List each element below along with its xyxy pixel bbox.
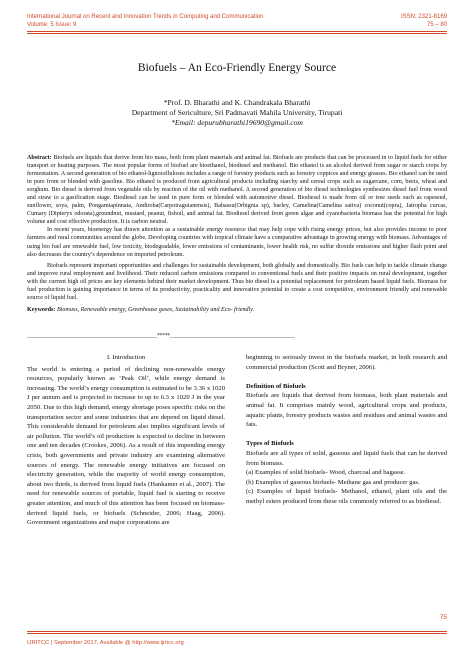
types-item-b: (b) Examples of gaseous biofuels- Methane gas and producer gas. [246,478,420,486]
page-number: 75 [439,614,447,621]
footer-citation: IJRITCC | September 2017, Available @ http://www.ijritcc.org [27,640,184,646]
definition-text: Biofuels are liquids that derived from biomass, both plant materials and animal fat. It comprises mainly wood, agricultural crops and products, aquatic plants, forestry products wastes and residues and animal wastes and fats. [246,392,447,429]
abstract [27,154,447,314]
abstract-paragraph-2: In recent years, bioenergy has drawn attention as a sustainable energy resource that may help cope with rising energy prices, but also provides income to poor farmers and rural communities around the globe. Developing countries with tropical climate have a comparative advantage in growing energy with biomass. Advantages of using bio fuel are renewable fuel, low toxicity, biodegradable, lower emissions of contaminants, lower health risk, no sulfur dioxide emissions and higher flash point and also decreases the country’s dependence on imported petroleum. [27,227,447,258]
introduction-heading: I. Introduction [106,354,146,361]
types-item-c: (c) Examples of liquid biofuels- Methanol, ethanol, plant oils and the methyl esters produced from these oils commonly referred to as biodiesel. [246,488,447,505]
journal-issn: ISSN: 2321-8169 [400,14,447,20]
types-item-a: (a) Examples of solid biofuels- Wood, charcoal and bagasse. [246,469,406,477]
left-column [27,353,225,528]
section-divider: __________________________________________________*****________________________________________________ [27,333,295,339]
author-block [0,98,474,128]
journal-volume: Volume: 5 Issue: 9 [27,21,77,28]
author-email: *Email: depurubharathi19690@gmail.com [171,118,303,127]
header-rule [27,31,447,32]
types-intro: Biofuels are all types of solid, gaseous and liquid fuels that can be derived from biomass. [246,449,447,467]
keywords-text: Biomass, Renewable energy, Greenhouse gases, Sustainability and Eco- friendly. [55,306,255,313]
header-rule-second [27,33,447,34]
abstract-label: Abstract: [27,155,52,161]
abstract-paragraph-1 [27,154,447,226]
types-heading: Types of Biofuels [246,440,294,448]
paper-title: Biofuels – An Eco-Friendly Energy Source [137,62,337,74]
introduction-paragraph: The world is entering a period of declining non-renewable energy resources, popularly known as ‘Peak Oil’, while energy demand is increasing. The world’s energy consumption is estimated to be 3.36 x 1020 J per annum and is projected to increase to up to 6.3 x 1020 J in the year 2050. Due to this high demand, energy shortage poses specific risks on the transportation sector and some industries that are depend on liquid diesel. This considerable demand for petroleum also implies significant levels of air pollution. The world’s oil production is expected to decline in between one and ten decades (Crookes, 2006). As a result of this impending energy crisis, both governments and private industry are examining alternative sources of energy. The renewable energy initiatives are focused on electricity generation, while the majority of world energy consumption, about two thirds, is derived from liquid fuels (Hankamer et al., 2007). The need for renewable sources of portable, liquid fuel is starting to receive greater attention, and much of this attention has been focused on biomass-derived liquid fuels, or biofuels (Schneider, 2006; Haag, 2006). Government organizations and major corporations are [27,365,225,527]
page-range: 75 – 80 [426,21,447,28]
definition-heading: Definition of Biofuels [246,382,306,390]
right-column [246,353,447,507]
keywords [27,306,447,314]
footer-rule-second [27,633,447,634]
keywords-label: Keywords: [27,306,56,313]
abstract-text-1: Biofuels are liquids that derive from bio mass, both from plant materials and animal fat. Biofuels are products that can be processed in to liquid fuels for either transport or heating purposes. The most popular forms of biofuel are bioethanol, biodiesel and methanol. Bio ethanol is an alcohol derived from sugar or starch crops by fermentation. A second generation of bio ethanol-lignocelluloses includes a range of forestry products such as forestry coppices and energy grasses. Bio ethanol can be used in pure from or blended with gasoline. Bio ethanol is produced from agricultural products including starchy and cereal crops such as sugarcane, corn, beets, wheat and sorghum. Bio diesel is derived from vegetable oils by reaction of the oil with methanol. A second generation of bio diesel technologies synthesizes diesel fuel from wood and straw to a gasification stage. Biodiesel can be used in pure form or blended with automotive diesel. Biodiesel is made from oil or tree seeds such as rapeseed, sunflower, soya, palm, Pongamiapinnata, Andiroba(Carpoiraguianensis), Babassu(Orbignia sp), barley, Camelina(Camelina sativa) coconut(copra), Jatropha curcas, Cumary (Dipteryx odorata),groundnut, mustard, peanut, fishoil, and animal fat. Biodiesel derived from green algae and cyanobacteria biomass has the potential for high volume and cost effective production. It is carbon neutral. [27,155,447,226]
footer-rule [27,631,447,632]
journal-name: International Journal on Recent and Innovation Trends in Computing and Communication [27,14,264,20]
introduction-continuation: beginning to seriously invest in the biofuels market, in both research and commercial production (Scott and Bryner, 2006). [246,354,447,371]
author-affiliation: Department of Sericulture, Sri Padmavati Mahila University, Tirupati [131,108,343,117]
abstract-paragraph-3: Biofuels represent important opportunities and challenges for sustainable development, both globally and domestically. Bio fuels can help to tackle climate change and improve rural employment and livelihood. Their reduced carbon emissions compared to conventional fuels and their positive impacts on rural development, together with the current high oil prices are key elements behind their market development. Thus bio diesel is a potential replacement for petroleum based liquid fuels. Biomass for fuel production is gaining importance in terms of its productivity, practicality and innovative potential to create a cost competitive, environment friendly and renewable source of liquid fuel. [27,262,447,301]
author-names: *Prof. D. Bharathi and K. Chandrakala Bharathi [163,98,311,107]
